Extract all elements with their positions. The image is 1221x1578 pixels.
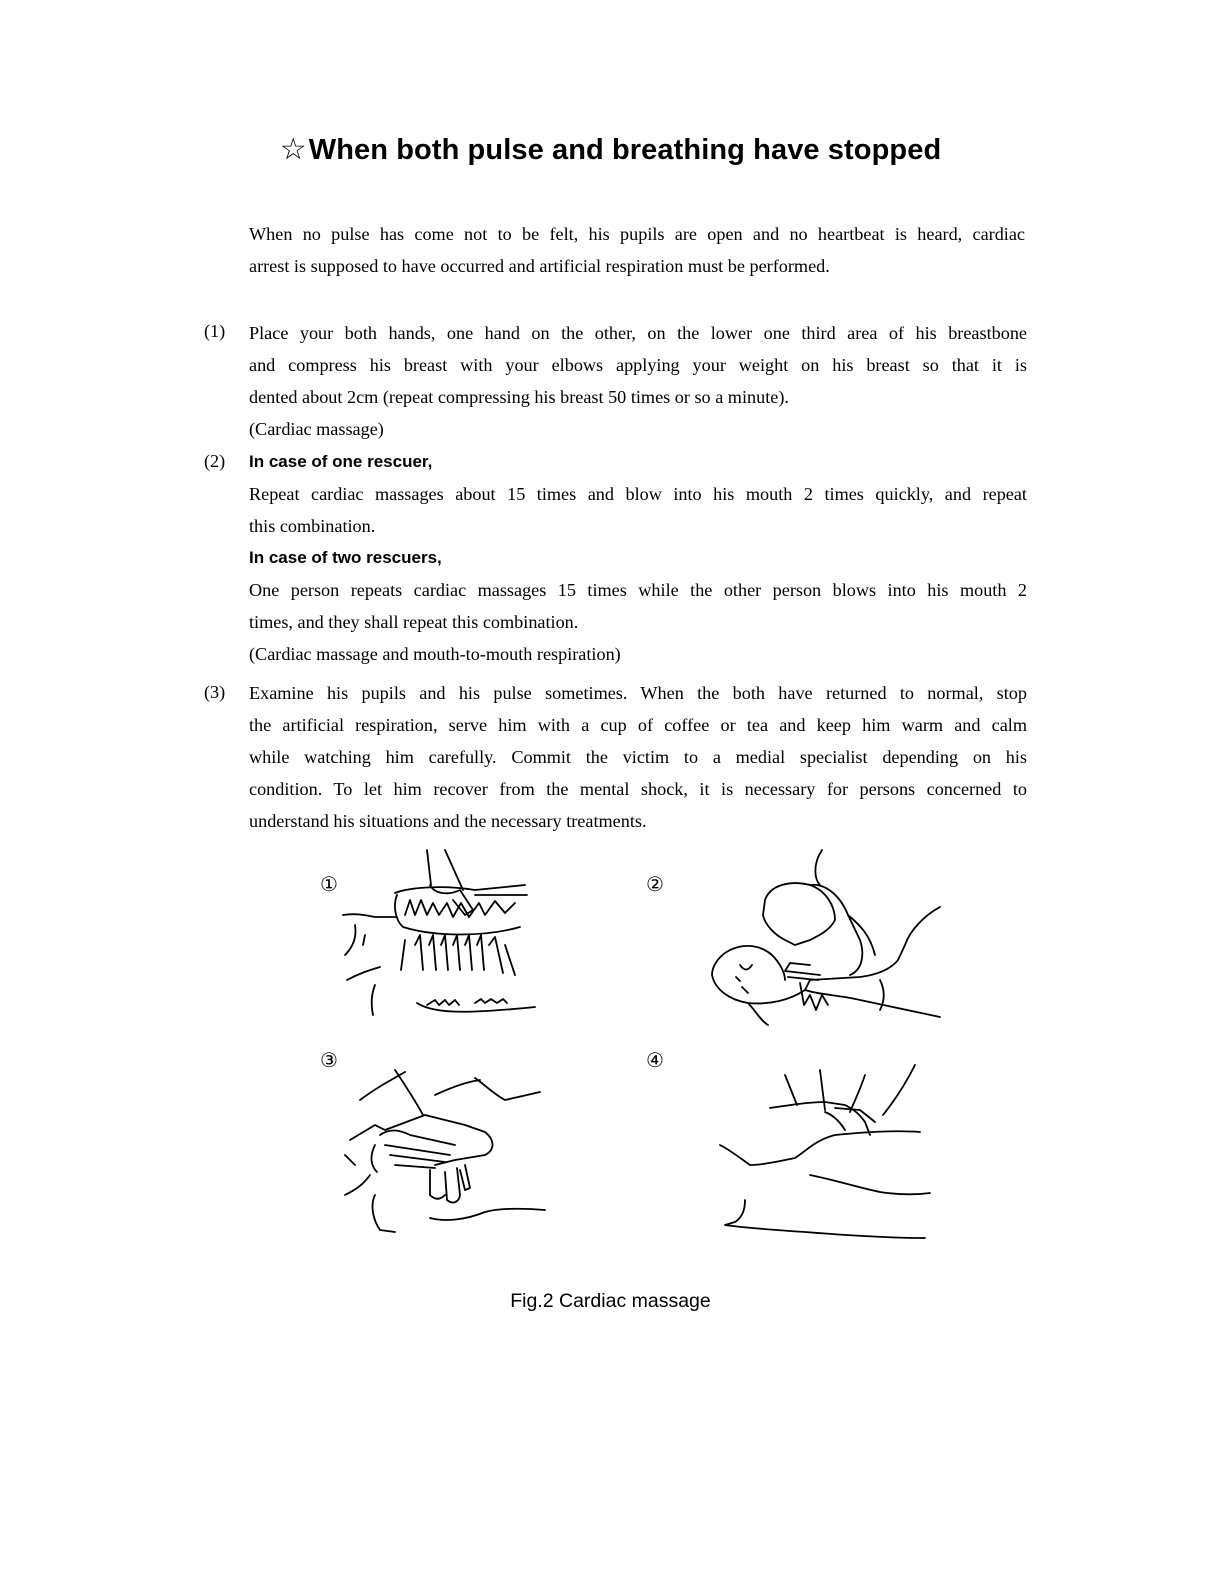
step-line: Place your both hands, one hand on the other, on the lower one third area of his breastbone: [249, 323, 1027, 343]
page-title-text: When both pulse and breathing have stopped: [308, 134, 942, 166]
figure-label-3: ③: [320, 1048, 338, 1072]
step-line: the artificial respiration, serve him with a cup of coffee or tea and keep him warm and calm: [249, 715, 1027, 735]
step-heading: In case of one rescuer,: [249, 452, 433, 471]
star-icon: ☆: [279, 133, 307, 166]
figure-caption: Fig.2 Cardiac massage: [510, 1290, 711, 1312]
step-line: this combination.: [249, 516, 376, 536]
step-line: Repeat cardiac massages about 15 times and blow into his mouth 2 times quickly, and repeat: [249, 484, 1027, 504]
page-title: [0, 132, 1221, 167]
step-1-text: [249, 317, 1027, 445]
step-line: One person repeats cardiac massages 15 times while the other person blows into his mouth 2: [249, 580, 1027, 600]
step-2-text: [249, 446, 1027, 670]
intro-line: When no pulse has come not to be felt, his pupils are open and no heartbeat is heard, cardiac: [249, 224, 1025, 244]
step-line: (Cardiac massage): [249, 419, 384, 439]
step-line: while watching him carefully. Commit the victim to a medial specialist depending on his: [249, 747, 1027, 767]
cardiac-massage-illustration-1: [335, 845, 545, 1025]
step-line: understand his situations and the necessary treatments.: [249, 811, 647, 831]
step-number: (3): [204, 682, 226, 702]
step-heading: In case of two rescuers,: [249, 548, 442, 567]
mouth-to-mouth-illustration: [700, 845, 950, 1030]
figure-label-2: ②: [646, 872, 664, 896]
step-line: dented about 2cm (repeat compressing his breast 50 times or so a minute).: [249, 387, 789, 407]
intro-paragraph: [249, 218, 1025, 282]
step-line: condition. To let him recover from the mental shock, it is necessary for persons concerned to: [249, 779, 1027, 799]
cardiac-massage-illustration-3: [335, 1060, 550, 1240]
step-number: (1): [204, 321, 226, 341]
step-3-text: [249, 677, 1027, 837]
figure-label-4: ④: [646, 1048, 664, 1072]
step-line: times, and they shall repeat this combination.: [249, 612, 579, 632]
intro-line: arrest is supposed to have occurred and artificial respiration must be performed.: [249, 256, 830, 276]
cardiac-massage-illustration-4: [715, 1060, 940, 1245]
step-line: and compress his breast with your elbows applying your weight on his breast so that it is: [249, 355, 1027, 375]
step-line: (Cardiac massage and mouth-to-mouth respiration): [249, 644, 621, 664]
figure-label-1: ①: [320, 872, 338, 896]
step-line: Examine his pupils and his pulse sometimes. When the both have returned to normal, stop: [249, 683, 1027, 703]
step-number: (2): [204, 451, 226, 471]
